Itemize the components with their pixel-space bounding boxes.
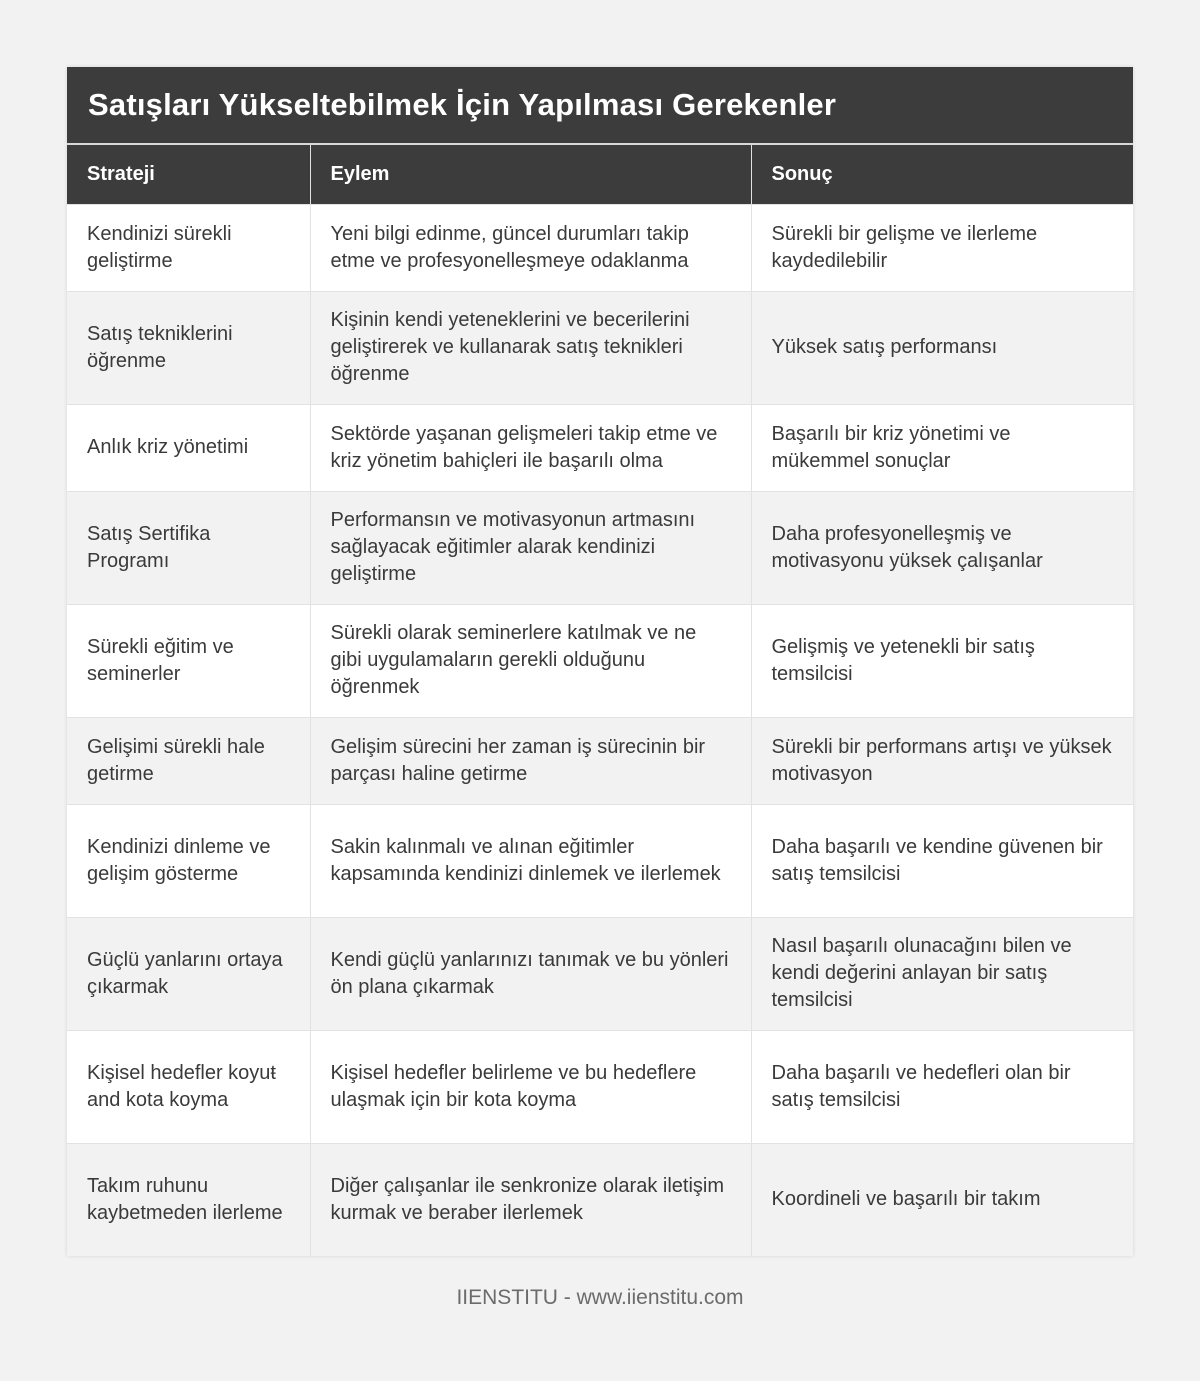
eylem-cell: Yeni bilgi edinme, güncel durumları takip etme ve profesyonelleşmeye odaklanma: [310, 204, 751, 291]
sonuc-cell: Nasıl başarılı olunacağını bilen ve kendi değerini anlayan bir satış temsilcisi: [751, 917, 1133, 1030]
table-header-row: [67, 144, 1133, 204]
strateji-cell: Kendinizi sürekli geliştirme: [67, 204, 310, 291]
eylem-cell: Kendi güçlü yanlarınızı tanımak ve bu yönleri ön plana çıkarmak: [310, 917, 751, 1030]
table-row: [67, 404, 1133, 491]
strateji-cell: Güçlü yanlarını ortaya çıkarmak: [67, 917, 310, 1030]
column-header-sonuc: Sonuç: [751, 144, 1133, 204]
column-header-strateji: Strateji: [67, 144, 310, 204]
sonuc-cell: Koordineli ve başarılı bir takım: [751, 1143, 1133, 1256]
eylem-cell: Diğer çalışanlar ile senkronize olarak iletişim kurmak ve beraber ilerlemek: [310, 1143, 751, 1256]
strateji-cell: Gelişimi sürekli hale getirme: [67, 717, 310, 804]
eylem-cell: Gelişim sürecini her zaman iş sürecinin bir parçası haline getirme: [310, 717, 751, 804]
sonuc-cell: Daha başarılı ve kendine güvenen bir satış temsilcisi: [751, 804, 1133, 917]
eylem-cell: Kişinin kendi yeteneklerini ve becerilerini geliştirerek ve kullanarak satış teknikleri öğrenme: [310, 291, 751, 404]
sonuc-cell: Daha başarılı ve hedefleri olan bir satış temsilcisi: [751, 1030, 1133, 1143]
sonuc-cell: Sürekli bir performans artışı ve yüksek motivasyon: [751, 717, 1133, 804]
table-row: [67, 717, 1133, 804]
strateji-cell: Sürekli eğitim ve seminerler: [67, 604, 310, 717]
strategy-table: [67, 143, 1133, 1256]
table-row: [67, 1143, 1133, 1256]
page-title: Satışları Yükseltebilmek İçin Yapılması Gerekenler: [88, 87, 837, 122]
table-row: [67, 491, 1133, 604]
table-row: [67, 804, 1133, 917]
table-row: [67, 291, 1133, 404]
strateji-cell: Satış Sertifika Programı: [67, 491, 310, 604]
strateji-cell: Kendinizi dinleme ve gelişim gösterme: [67, 804, 310, 917]
eylem-cell: Performansın ve motivasyonun artmasını sağlayacak eğitimler alarak kendinizi geliştirme: [310, 491, 751, 604]
table-row: [67, 204, 1133, 291]
eylem-cell: Sürekli olarak seminerlere katılmak ve ne gibi uygulamaların gerekli olduğunu öğrenmek: [310, 604, 751, 717]
sonuc-cell: Başarılı bir kriz yönetimi ve mükemmel sonuçlar: [751, 404, 1133, 491]
eylem-cell: Sektörde yaşanan gelişmeleri takip etme ve kriz yönetim bahiçleri ile başarılı olma: [310, 404, 751, 491]
strateji-cell: Kişisel hedefler koyuŧ and kota koyma: [67, 1030, 310, 1143]
footer-credit: IIENSTITU - www.iienstitu.com: [456, 1286, 744, 1309]
title-bar: [67, 67, 1133, 143]
sonuc-cell: Daha profesyonelleşmiş ve motivasyonu yüksek çalışanlar: [751, 491, 1133, 604]
sonuc-cell: Sürekli bir gelişme ve ilerleme kaydedilebilir: [751, 204, 1133, 291]
table-card: [67, 67, 1133, 1256]
strateji-cell: Takım ruhunu kaybetmeden ilerleme: [67, 1143, 310, 1256]
column-header-eylem: Eylem: [310, 144, 751, 204]
table-row: [67, 1030, 1133, 1143]
strateji-cell: Satış tekniklerini öğrenme: [67, 291, 310, 404]
sonuc-cell: Gelişmiş ve yetenekli bir satış temsilcisi: [751, 604, 1133, 717]
eylem-cell: Kişisel hedefler belirleme ve bu hedeflere ulaşmak için bir kota koyma: [310, 1030, 751, 1143]
eylem-cell: Sakin kalınmalı ve alınan eğitimler kapsamında kendinizi dinlemek ve ilerlemek: [310, 804, 751, 917]
table-row: [67, 604, 1133, 717]
sonuc-cell: Yüksek satış performansı: [751, 291, 1133, 404]
table-row: [67, 917, 1133, 1030]
strateji-cell: Anlık kriz yönetimi: [67, 404, 310, 491]
